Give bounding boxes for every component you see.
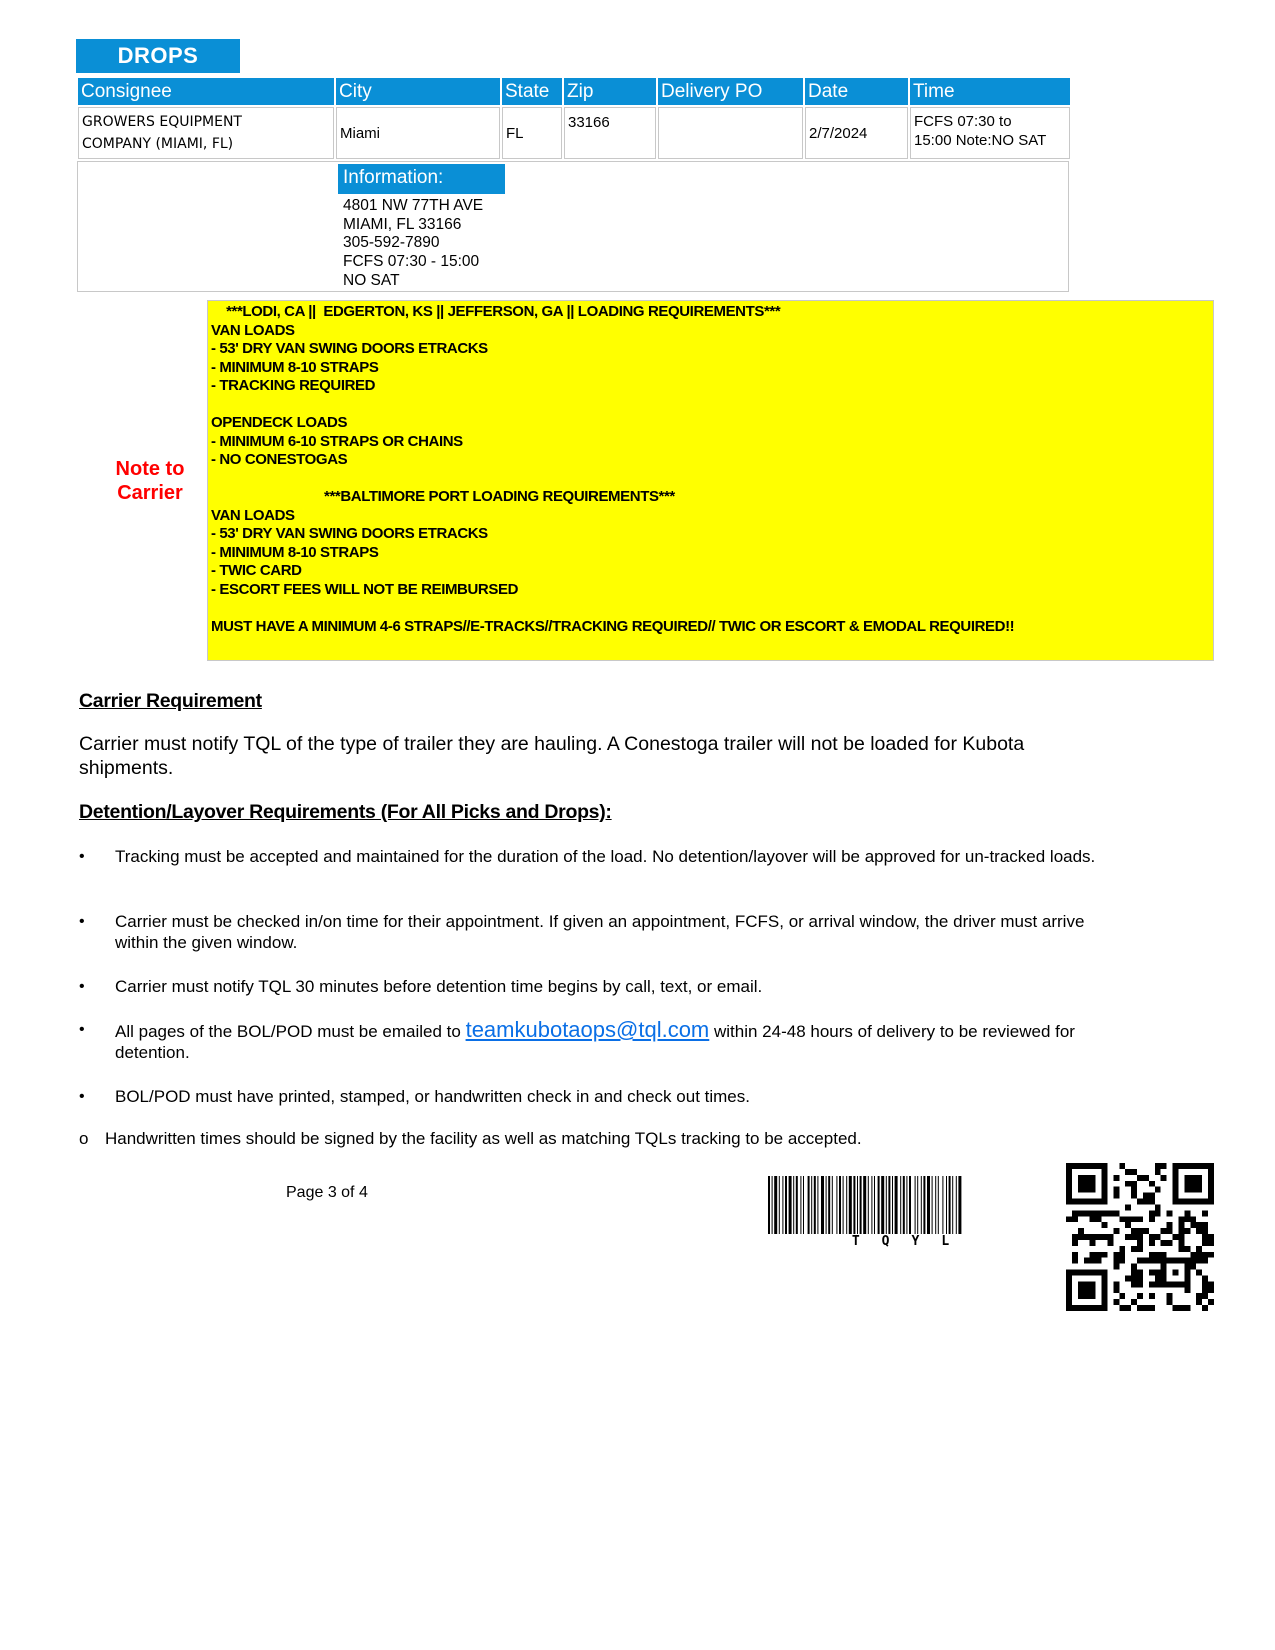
drops-table-header-row <box>78 78 1070 105</box>
detention-heading: Detention/Layover Requirements (For All Picks and Drops): <box>79 801 612 823</box>
bullet-icon: • <box>79 1021 85 1038</box>
information-line: 4801 NW 77TH AVE <box>343 197 484 214</box>
page-number: Page 3 of 4 <box>286 1184 368 1201</box>
barcode-text: TQYL <box>851 1234 972 1249</box>
list-item-text: Tracking must be accepted and maintained for the duration of the load. No detention/layover will be approved for un-tracked loads. <box>115 847 1096 866</box>
carrier-requirement-text: Carrier must notify TQL of the type of trailer they are hauling. A Conestoga trailer will not be loaded for Kubota shipments. <box>79 733 1025 779</box>
barcode-image <box>768 1176 1055 1236</box>
bullet-icon: • <box>79 978 85 995</box>
note-line <box>211 396 1014 415</box>
note-line: - NO CONESTOGAS <box>211 451 348 468</box>
table-row <box>78 107 1070 159</box>
note-line: - MINIMUM 6-10 STRAPS OR CHAINS <box>211 432 463 450</box>
email-link[interactable]: teamkubotaops@tql.com <box>465 1017 710 1042</box>
note-label-line-1: Note to <box>115 458 185 480</box>
note-line: ***LODI, CA || EDGERTON, KS || JEFFERSON, GA || LOADING REQUIREMENTS*** <box>211 303 781 320</box>
note-line: - 53' DRY VAN SWING DOORS ETRACKS <box>211 525 488 542</box>
consignee-cell <box>78 107 334 159</box>
zip-cell: 33166 <box>564 107 656 159</box>
note-line: - ESCORT FEES WILL NOT BE REIMBURSED <box>211 580 519 598</box>
bullet-icon: • <box>79 913 85 930</box>
information-box <box>77 161 1069 292</box>
column-header-consignee: Consignee <box>78 78 334 105</box>
column-header-state: State <box>502 78 562 105</box>
list-item-text: Carrier must be checked in/on time for their appointment. If given an appointment, FCFS, or arrival window, the driver must arrive within the given window. <box>115 912 1085 952</box>
note-line: OPENDECK LOADS <box>211 414 348 431</box>
note-to-carrier-label <box>100 457 200 505</box>
note-line: ***BALTIMORE PORT LOADING REQUIREMENTS*** <box>211 488 675 505</box>
information-lines <box>343 197 483 291</box>
email-instruction-text: All pages of the BOL/POD must be emailed to <box>115 1022 466 1041</box>
sub-list-item-text: Handwritten times should be signed by the facility as well as matching TQLs tracking to be accepted. <box>105 1129 862 1148</box>
note-line: - TWIC CARD <box>211 562 302 579</box>
information-line: MIAMI, FL 33166 <box>343 215 462 233</box>
delivery-po-cell <box>658 107 803 159</box>
column-header-time: Time <box>910 78 1070 105</box>
email-instruction-suffix: within 24-48 hours of delivery to be reviewed for detention. <box>115 1022 1075 1062</box>
qr-code-image <box>1066 1163 1214 1311</box>
note-line: - 53' DRY VAN SWING DOORS ETRACKS <box>211 340 488 357</box>
state-cell: FL <box>502 107 562 159</box>
information-line: NO SAT <box>343 271 400 289</box>
sub-list-item <box>79 1128 862 1149</box>
note-label-line-2: Carrier <box>117 482 183 504</box>
time-line-1: FCFS 07:30 to <box>914 113 1012 130</box>
note-line: VAN LOADS <box>211 321 295 339</box>
information-line: FCFS 07:30 - 15:00 <box>343 253 480 271</box>
column-header-delivery-po: Delivery PO <box>658 78 803 105</box>
consignee-line-2: COMPANY (MIAMI, FL) <box>82 136 234 152</box>
note-line <box>211 599 1014 618</box>
drops-section-title: DROPS <box>76 39 240 73</box>
drops-table <box>76 76 1072 161</box>
sub-bullet-icon: o <box>79 1129 89 1148</box>
consignee-line-1: GROWERS EQUIPMENT <box>82 114 242 130</box>
note-line: MUST HAVE A MINIMUM 4-6 STRAPS//E-TRACKS//TRACKING REQUIRED// TWIC OR ESCORT & EMODAL REQUIRED!! <box>211 617 1015 635</box>
column-header-date: Date <box>805 78 908 105</box>
note-to-carrier-text <box>211 303 1014 636</box>
note-line <box>211 470 1014 489</box>
information-label: Information: <box>338 164 505 194</box>
column-header-city: City <box>336 78 500 105</box>
note-line: VAN LOADS <box>211 506 295 524</box>
list-item-text <box>115 1019 1115 1063</box>
note-line: - MINIMUM 8-10 STRAPS <box>211 543 379 561</box>
time-line-2: 15:00 Note:NO SAT <box>914 132 1047 149</box>
city-cell: Miami <box>336 107 500 159</box>
date-cell: 2/7/2024 <box>805 107 908 159</box>
list-item-text: BOL/POD must have printed, stamped, or handwritten check in and check out times. <box>115 1087 750 1106</box>
note-line: - MINIMUM 8-10 STRAPS <box>211 358 379 376</box>
carrier-requirement-heading: Carrier Requirement <box>79 690 262 712</box>
bullet-icon: • <box>79 848 85 865</box>
column-header-zip: Zip <box>564 78 656 105</box>
note-line: - TRACKING REQUIRED <box>211 377 376 394</box>
information-line: 305-592-7890 <box>343 234 440 252</box>
time-cell <box>910 107 1070 159</box>
list-item-text: Carrier must notify TQL 30 minutes before detention time begins by call, text, or email. <box>115 977 763 996</box>
bullet-icon: • <box>79 1088 85 1105</box>
